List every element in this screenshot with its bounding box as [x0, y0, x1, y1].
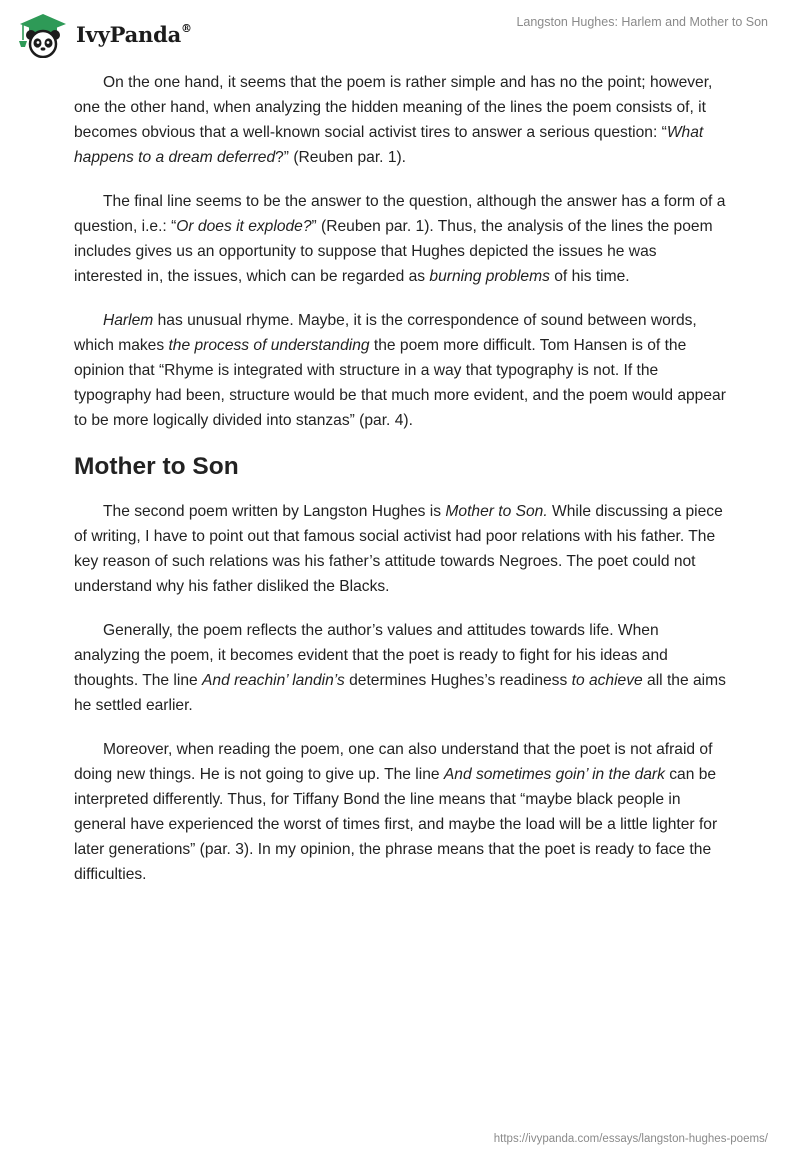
p6-text-a: Moreover, when reading the poem, one can also understand that the poet is not afraid of doing new things. He is not going to give up. The line: [74, 741, 713, 783]
p1-text-a: On the one hand, it seems that the poem is rather simple and has no the point; however, one the other hand, when analyzing the hidden meaning of the lines the poem consists of, it becomes obvious that a well-known social activist tires to answer a serious question: “: [74, 74, 713, 141]
paragraph-3: [74, 308, 726, 433]
source-url[interactable]: https://ivypanda.com/essays/langston-hughes-poems/: [493, 1133, 768, 1145]
p5-text-e: all the aims he settled earlier.: [74, 672, 726, 714]
p2-italic-quote: Or does it explode?: [176, 218, 312, 235]
p2-italic-phrase: burning problems: [429, 268, 550, 285]
p3-italic-phrase: the process of understanding: [168, 337, 370, 354]
paragraph-1: [74, 70, 726, 170]
paragraph-6: [74, 737, 726, 887]
paragraph-4: [74, 499, 726, 599]
p1-italic-question: What happens to a dream deferred: [74, 124, 704, 166]
brand-text: IvyPanda: [76, 21, 182, 47]
paragraph-2: [74, 189, 726, 289]
p2-text-c: ” (Reuben par. 1). Thus, the analysis of the lines the poem includes gives us an opportunity to suppose that Hughes depicted the issues he was interested in, the issues, which can be regarded as: [74, 218, 713, 285]
brand-name: [76, 22, 192, 47]
p5-text-a: Generally, the poem reflects the author’s values and attitudes towards life. When analyzing the poem, it becomes evident that the poet is ready to fight for his ideas and thoughts. The line: [74, 622, 668, 689]
p6-italic-line: And sometimes goin’ in the dark: [443, 766, 665, 783]
document-title: Langston Hughes: Harlem and Mother to Son: [516, 15, 768, 29]
registered-mark: ®: [181, 21, 192, 35]
section-heading: Mother to Son: [74, 453, 239, 480]
p5-italic-line: And reachin’ landin’s: [202, 672, 345, 689]
panda-graduate-icon: [14, 8, 72, 58]
p5-text-c: determines Hughes’s readiness: [344, 672, 572, 689]
p6-text-c: can be interpreted differently. Thus, for Tiffany Bond the line means that “maybe black people in general have experienced the worst of times first, and maybe the load will be a little lighter for later generations” (par. 3). In my opinion, the phrase means that the poet is ready to face the difficulties.: [74, 766, 718, 883]
p4-italic-title: Mother to Son.: [445, 503, 548, 520]
p3-italic-title: Harlem: [103, 312, 154, 329]
p4-text-c: While discussing a piece of writing, I have to point out that famous social activist had poor relations with his father. The key reason of such relations was his father’s attitude towards Negroes. The poet could not understand why his father disliked the Blacks.: [74, 503, 723, 595]
p5-italic-phrase: to achieve: [571, 672, 643, 689]
p1-text-c: ?” (Reuben par. 1).: [275, 149, 407, 166]
p2-text-e: of his time.: [549, 268, 630, 285]
page-header: [0, 0, 800, 64]
paragraph-5: [74, 618, 726, 718]
ivypanda-logo[interactable]: [14, 8, 192, 58]
p3-text-d: the poem more difficult. Tom Hansen is of the opinion that “Rhyme is integrated with structure in a way that typography is not. If the typography had been, structure would be that much more evident, and the poem would appear to be more logically divided into stanzas” (par. 4).: [74, 337, 726, 429]
essay-body: [74, 70, 726, 906]
p3-text-b: has unusual rhyme. Maybe, it is the correspondence of sound between words, which makes: [74, 312, 697, 354]
p4-text-a: The second poem written by Langston Hughes is: [103, 503, 446, 520]
p2-text-a: The final line seems to be the answer to the question, although the answer has a form of a question, i.e.: “: [74, 193, 726, 235]
